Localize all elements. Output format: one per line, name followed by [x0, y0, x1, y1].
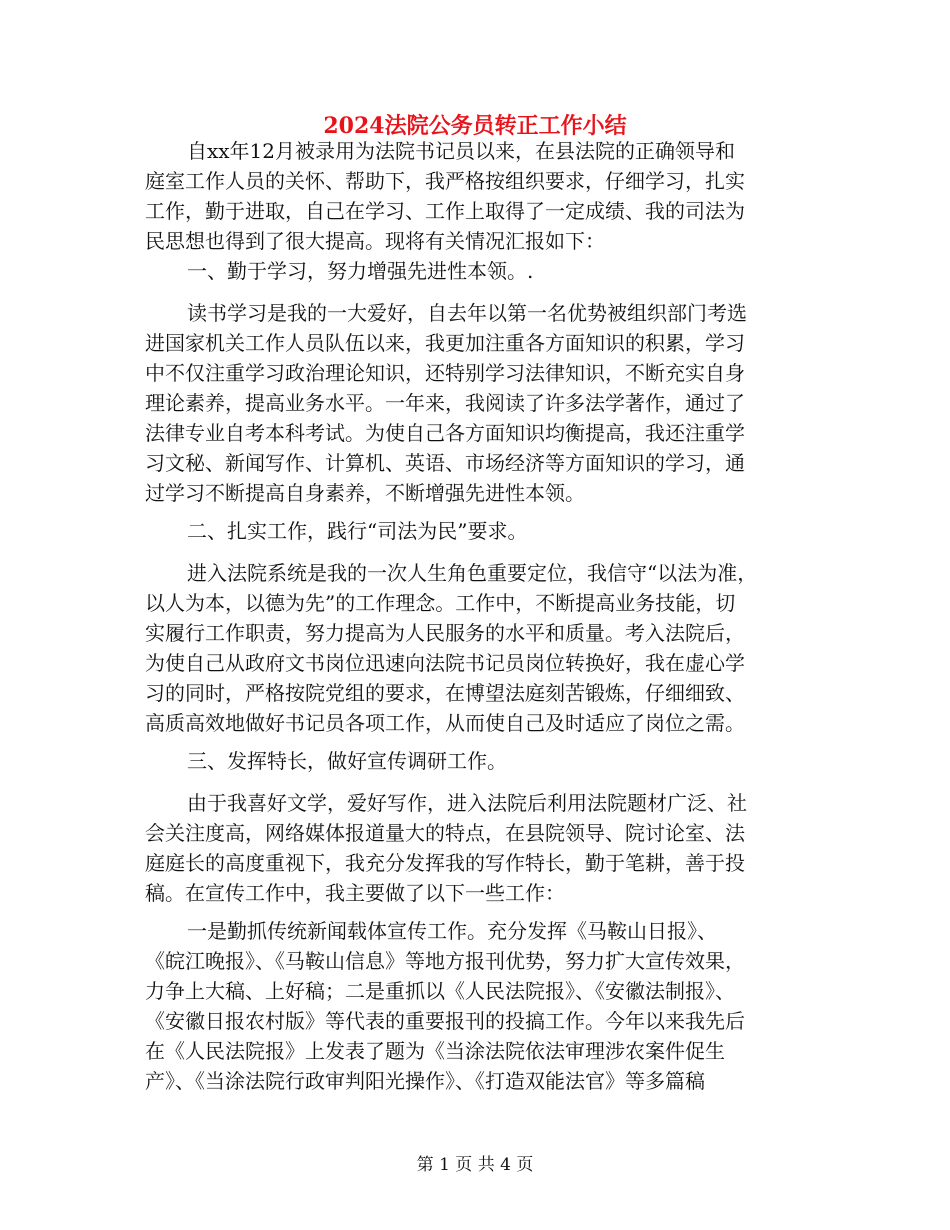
text-line: 庭室工作人员的关怀、帮助下，我严格按组织要求，仔细学习，扎实 [145, 169, 745, 193]
text-line: 在《人民法院报》上发表了题为《当涂法院依法审理涉农案件促生 [145, 1039, 725, 1063]
text-line: 会关注度高，网络媒体报道量大的特点，在县院领导、院讨论室、法 [145, 821, 745, 845]
text-line: 以人为本，以德为先”的工作理念。工作中，不断提高业务技能，切 [145, 591, 736, 615]
text-line: 进入法院系统是我的一次人生角色重要定位，我信守“以法为准， [187, 561, 758, 585]
text-line: 过学习不断提高自身素养，不断增强先进性本领。 [145, 481, 585, 505]
text-line: 读书学习是我的一大爱好，自去年以第一名优势被组织部门考选 [187, 301, 747, 325]
text-line: 由于我喜好文学，爱好写作，进入法院后利用法院题材广泛、社 [187, 791, 747, 815]
text-line: 自xx年12月被录用为法院书记员以来，在县法院的正确领导和 [187, 139, 736, 163]
text-line: 习的同时，严格按院党组的要求，在博望法庭刻苦锻炼，仔细细致、 [145, 681, 745, 705]
section-heading: 三、发挥特长，做好宣传调研工作。 [187, 749, 507, 773]
page-footer: 第 1 页 共 4 页 [416, 1155, 534, 1175]
text-line: 庭庭长的高度重视下，我充分发挥我的写作特长，勤于笔耕，善于投 [145, 851, 745, 875]
section-heading: 二、扎实工作，践行“司法为民”要求。 [187, 519, 528, 543]
text-line: 进国家机关工作人员队伍以来，我更加注重各方面知识的积累，学习 [145, 331, 745, 355]
text-line: 力争上大稿、上好稿；二是重抓以《人民法院报》、《安徽法制报》、 [145, 979, 735, 1003]
text-line: 产》、《当涂法院行政审判阳光操作》、《打造双能法官》等多篇稿 [145, 1069, 705, 1093]
text-line: 实履行工作职责，努力提高为人民服务的水平和质量。考入法院后， [145, 621, 745, 645]
text-line: 《安徽日报农村版》等代表的重要报刊的投搞工作。今年以来我先后 [145, 1009, 745, 1033]
text-line: 法律专业自考本科考试。为使自己各方面知识均衡提高，我还注重学 [145, 421, 745, 445]
text-line: 稿。在宣传工作中，我主要做了以下一些工作： [145, 881, 565, 905]
document-title: 2024法院公务员转正工作小结 [323, 113, 627, 139]
text-line: 一是勤抓传统新闻载体宣传工作。充分发挥《马鞍山日报》、 [187, 919, 717, 943]
text-line: 工作，勤于进取，自己在学习、工作上取得了一定成绩、我的司法为 [145, 199, 745, 223]
text-line: 习文秘、新闻写作、计算机、英语、市场经济等方面知识的学习，通 [145, 451, 745, 475]
text-line: 中不仅注重学习政治理论知识，还特别学习法律知识，不断充实自身 [145, 361, 745, 385]
text-line: 为使自己从政府文书岗位迅速向法院书记员岗位转换好，我在虚心学 [145, 651, 745, 675]
section-heading: 一、勤于学习，努力增强先进性本领。. [187, 259, 534, 283]
text-line: 民思想也得到了很大提高。现将有关情况汇报如下： [145, 229, 605, 253]
text-line: 《皖江晚报》、《马鞍山信息》等地方报刊优势，努力扩大宣传效果， [145, 949, 745, 973]
text-line: 理论素养，提高业务水平。一年来，我阅读了许多法学著作，通过了 [145, 391, 745, 415]
text-line: 高质高效地做好书记员各项工作，从而使自己及时适应了岗位之需。 [145, 711, 745, 735]
